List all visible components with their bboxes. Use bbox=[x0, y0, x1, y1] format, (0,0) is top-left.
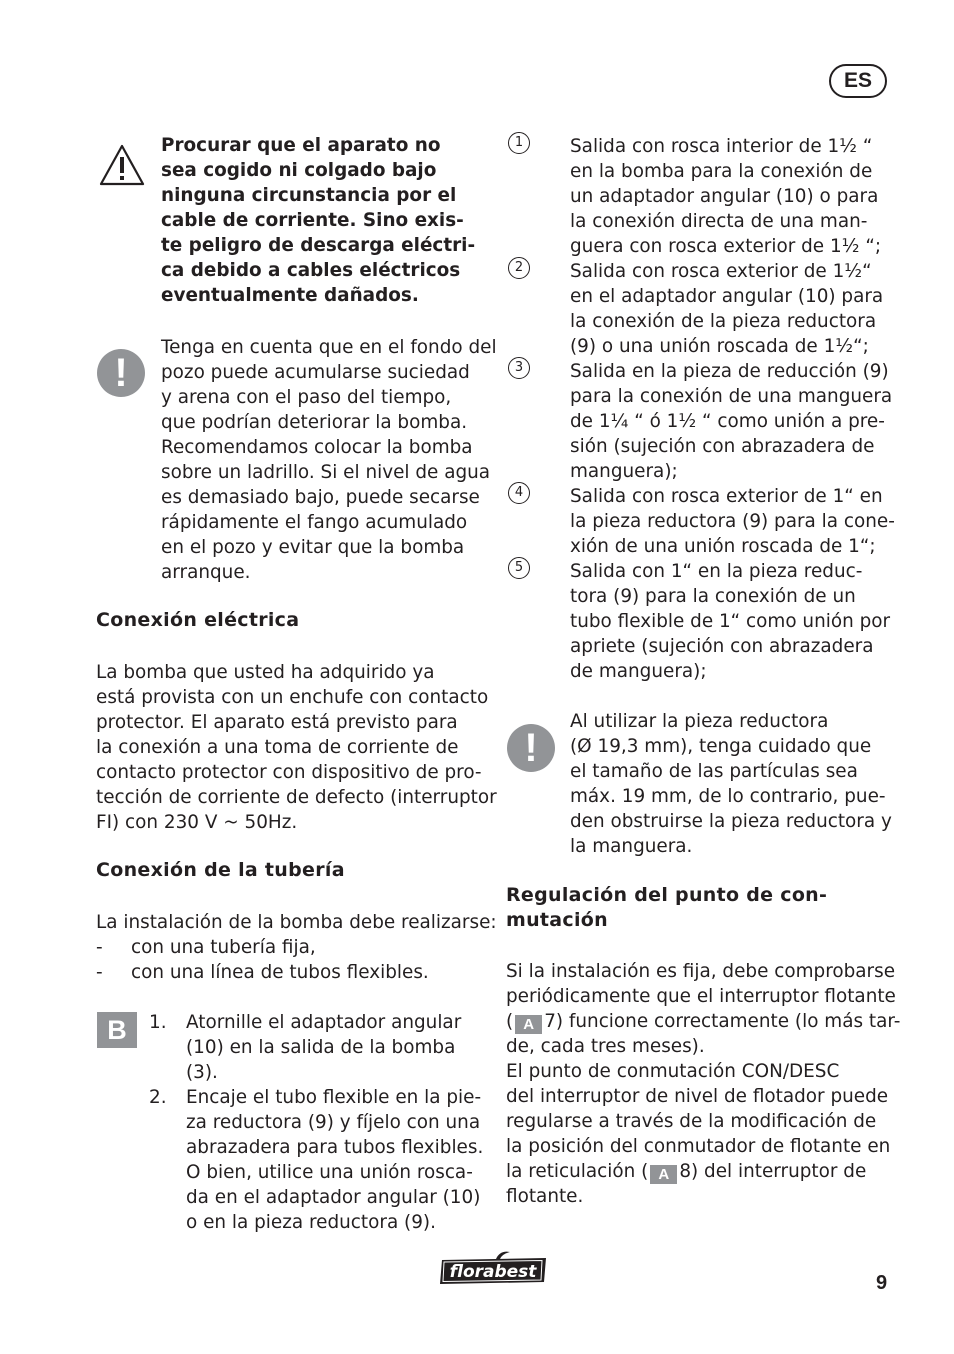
outlet-number: 4 bbox=[508, 482, 530, 504]
switch-paragraph bbox=[506, 959, 900, 1209]
note-icon: ! bbox=[97, 349, 145, 397]
heading-pipe: Conexión de la tubería bbox=[96, 859, 345, 881]
pipe-item: con una tubería fija, bbox=[131, 937, 316, 958]
florabest-logo bbox=[438, 1250, 550, 1286]
page-number: 9 bbox=[876, 1272, 888, 1294]
outlet-text: Salida con rosca exterior de 1½“ en el adaptador angular (10) para la conexión de la pieza reductora (9) o una unión roscada de 1½“; bbox=[570, 261, 884, 357]
outlet-number: 3 bbox=[508, 357, 530, 379]
language-badge: ES bbox=[829, 64, 887, 98]
list-bullet: - bbox=[96, 937, 103, 958]
outlet-number: 5 bbox=[508, 557, 530, 579]
step-text: Encaje el tubo flexible en la pie- za reductora (9) y fíjelo con una abrazadera para tubos flexibles. O bien, utilice una unión rosca- da en el adaptador angular (10) o en la pieza reductora (9). bbox=[186, 1087, 484, 1233]
step-text: Atornille el adaptador angular (10) en la salida de la bomba (3). bbox=[186, 1012, 462, 1083]
electric-paragraph: La bomba que usted ha adquirido ya está provista con un enchufe con contacto protector. El aparato está previsto para la conexión a una toma de corriente de contacto protector con dispositivo de pro- tección de corriente de defecto (interruptor FI) con 230 V ~ 50Hz. bbox=[96, 662, 497, 833]
heading-switch: Regulación del punto de con- mutación bbox=[506, 884, 828, 931]
pipe-item: con una línea de tubos flexibles. bbox=[131, 962, 429, 983]
switch-text-2: 7) funcione correctamente (lo más tar- de, cada tres meses). El punto de conmutación CON/DESC del interruptor de nivel de flotador puede regularse a través de la modificación de la posición del conmutador de flotante en la reticulación ( bbox=[506, 1011, 901, 1182]
note-text: Al utilizar la pieza reductora (Ø 19,3 mm), tenga cuidado que el tamaño de las partículas sea máx. 19 mm, de lo contrario, pue- den obstruirse la pieza reductora y la manguera. bbox=[570, 711, 892, 857]
switch-text-3: 8) del interruptor de flotante. bbox=[506, 1161, 867, 1207]
outlet-text: Salida con rosca interior de 1½ “ en la bomba para la conexión de un adaptador angular (10) o para la conexión directa de una man- guera con rosca exterior de 1½ “; bbox=[570, 136, 882, 257]
switch-text-1: Si la instalación es fija, debe comprobarse periódicamente que el interruptor flotante ( bbox=[506, 961, 896, 1032]
note-icon: ! bbox=[507, 724, 555, 772]
svg-text:florabest: florabest bbox=[449, 1262, 537, 1282]
figure-a-badge: A bbox=[650, 1165, 677, 1184]
note-text: Tenga en cuenta que en el fondo del pozo puede acumularse suciedad y arena con el paso del tiempo, que podrían deteriorar la bomba. Recomendamos colocar la bomba sobre un ladrillo. Si el nivel de agua es demasiado bajo, puede secarse rápidamente el fango acumulado en el pozo y evitar que la bomba arranque. bbox=[161, 337, 497, 583]
step-number: 2. bbox=[149, 1087, 167, 1108]
list-bullet: - bbox=[96, 962, 103, 983]
outlet-text: Salida con rosca exterior de 1“ en la pieza reductora (9) para la cone- xión de una unión roscada de 1“; bbox=[570, 486, 895, 557]
warning-icon bbox=[99, 143, 145, 187]
outlet-text: Salida con 1“ en la pieza reduc- tora (9) para la conexión de un tubo flexible de 1“ como unión por apriete (sujeción con abrazadera de manguera); bbox=[570, 561, 891, 682]
pipe-intro: La instalación de la bomba debe realizarse: bbox=[96, 912, 497, 933]
outlet-number: 1 bbox=[508, 132, 530, 154]
figure-b-badge: B bbox=[97, 1012, 137, 1048]
heading-electric: Conexión eléctrica bbox=[96, 609, 300, 631]
outlet-number: 2 bbox=[508, 257, 530, 279]
step-number: 1. bbox=[149, 1012, 167, 1033]
outlet-text: Salida en la pieza de reducción (9) para la conexión de una manguera de 1¼ “ ó 1½ “ como unión a pre- sión (sujeción con abrazadera de manguera); bbox=[570, 361, 893, 482]
warning-text: Procurar que el aparato no sea cogido ni colgado bajo ninguna circunstancia por el cable de corriente. Sino exis- te peligro de descarga eléctri- ca debido a cables eléctricos eventualmente dañados. bbox=[161, 135, 476, 306]
figure-a-badge: A bbox=[515, 1015, 542, 1034]
